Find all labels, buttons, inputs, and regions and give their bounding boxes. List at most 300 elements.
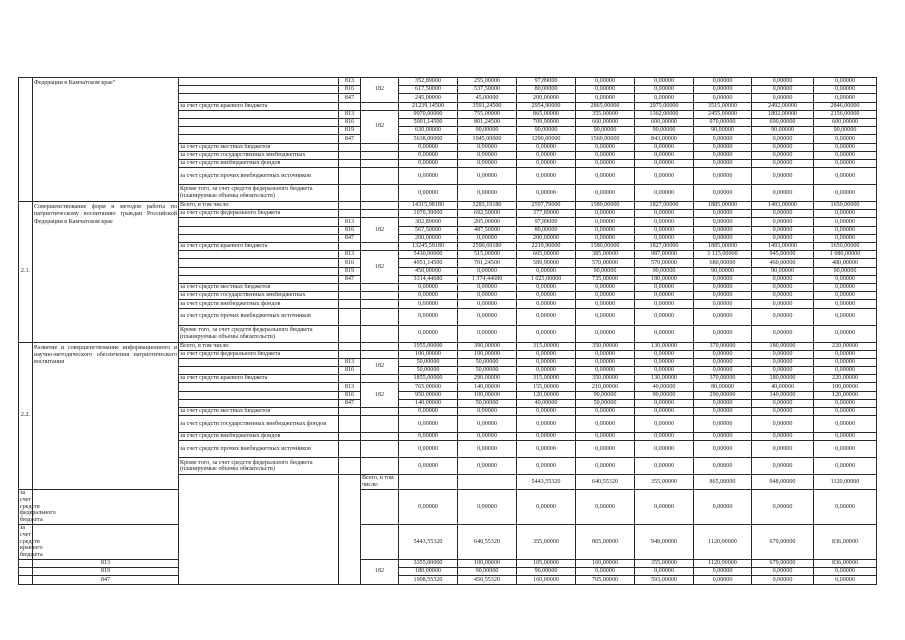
funding-source bbox=[179, 127, 339, 135]
amount-cell: 0,00000 bbox=[694, 350, 752, 358]
grbs-code: 819 bbox=[339, 267, 361, 275]
amount-cell: 0,00000 bbox=[635, 159, 694, 167]
funding-source bbox=[19, 576, 33, 584]
funding-source: за счет средств внебюджетных фондов bbox=[179, 300, 339, 308]
amount-cell: 0,00000 bbox=[814, 275, 877, 283]
amount-cell: 3314,44680 bbox=[399, 275, 458, 283]
amount-cell: 0,00000 bbox=[752, 218, 814, 226]
funding-source bbox=[179, 226, 339, 234]
amount-cell: 0,00000 bbox=[814, 94, 877, 102]
amount-cell: 1560,00000 bbox=[576, 135, 635, 143]
funding-source: за счет средств местных бюджетов bbox=[179, 283, 339, 291]
funding-source: Всего, в том числе: bbox=[361, 475, 399, 490]
amount-cell: 80,00000 bbox=[694, 383, 752, 391]
amount-cell: 90,00000 bbox=[576, 391, 635, 399]
table-row bbox=[19, 524, 877, 559]
amount-cell: 0,00000 bbox=[752, 168, 814, 185]
amount-cell: 0,00000 bbox=[814, 568, 877, 576]
amount-cell: 948,00000 bbox=[635, 524, 694, 559]
amount-cell: 2865,00000 bbox=[576, 102, 635, 110]
amount-cell: 355,00000 bbox=[517, 524, 576, 559]
amount-cell: 90,00000 bbox=[517, 127, 576, 135]
amount-cell: 0,00000 bbox=[458, 408, 517, 416]
amount-cell: 0,00000 bbox=[635, 283, 694, 291]
amount-cell: 0,00000 bbox=[576, 408, 635, 416]
amount-cell: 0,00000 bbox=[694, 159, 752, 167]
grbs-code: 813 bbox=[339, 218, 361, 226]
amount-cell: 1120,00000 bbox=[694, 559, 752, 567]
amount-cell: 0,00000 bbox=[576, 292, 635, 300]
amount-cell: 0,00000 bbox=[635, 399, 694, 407]
amount-cell: 350,00000 bbox=[576, 342, 635, 350]
amount-cell: 0,00000 bbox=[694, 218, 752, 226]
amount-cell: 2455,00000 bbox=[694, 110, 752, 118]
amount-cell: 0,00000 bbox=[458, 159, 517, 167]
amount-cell: 0,00000 bbox=[458, 185, 517, 202]
amount-cell: 355,00000 bbox=[635, 559, 694, 567]
amount-cell: 140,00000 bbox=[399, 399, 458, 407]
amount-cell: 0,00000 bbox=[752, 308, 814, 325]
funding-source: за счет средств местных бюджетов bbox=[179, 408, 339, 416]
funding-source: Кроме того, за счет средств федерального бюджета (планируемые объемы обязательств) bbox=[179, 458, 339, 475]
amount-cell: 0,00000 bbox=[399, 292, 458, 300]
funding-source bbox=[179, 218, 339, 226]
amount-cell: 0,00000 bbox=[694, 283, 752, 291]
funding-source: за счет средств федерального бюджета bbox=[179, 350, 339, 358]
amount-cell: 0,00000 bbox=[576, 458, 635, 475]
amount-cell: 0,00000 bbox=[814, 78, 877, 86]
funding-source bbox=[179, 110, 339, 118]
amount-cell: 0,00000 bbox=[576, 159, 635, 167]
section-code bbox=[361, 283, 399, 291]
amount-cell: 0,00000 bbox=[635, 350, 694, 358]
grbs-code bbox=[339, 185, 361, 202]
amount-cell: 0,00000 bbox=[517, 292, 576, 300]
amount-cell: 50,00000 bbox=[458, 367, 517, 375]
amount-cell: 0,00000 bbox=[458, 234, 517, 242]
amount-cell: 640,55320 bbox=[576, 475, 635, 490]
amount-cell: 2492,00000 bbox=[752, 102, 814, 110]
amount-cell: 0,00000 bbox=[752, 94, 814, 102]
section-code bbox=[458, 475, 517, 490]
amount-cell: 0,00000 bbox=[399, 308, 458, 325]
amount-cell: 13245,59180 bbox=[399, 243, 458, 251]
amount-cell: 0,00000 bbox=[694, 151, 752, 159]
funding-source bbox=[179, 259, 339, 267]
amount-cell: 0,00000 bbox=[458, 458, 517, 475]
funding-source bbox=[179, 383, 339, 391]
amount-cell: 120,00000 bbox=[517, 391, 576, 399]
amount-cell: 0,00000 bbox=[517, 358, 576, 366]
table-row bbox=[19, 202, 877, 210]
amount-cell: 970,00000 bbox=[694, 118, 752, 126]
amount-cell: 593,00000 bbox=[635, 576, 694, 584]
amount-cell: 0,00000 bbox=[752, 399, 814, 407]
amount-cell: 0,00000 bbox=[814, 283, 877, 291]
grbs-code: 813 bbox=[339, 358, 361, 366]
amount-cell: 705,00000 bbox=[576, 576, 635, 584]
amount-cell: 50,00000 bbox=[458, 399, 517, 407]
amount-cell: 0,00000 bbox=[517, 159, 576, 167]
amount-cell: 160,00000 bbox=[576, 559, 635, 567]
amount-cell: 90,00000 bbox=[752, 127, 814, 135]
amount-cell: 90,00000 bbox=[814, 267, 877, 275]
amount-cell: 0,00000 bbox=[635, 308, 694, 325]
section-code: 182 bbox=[361, 218, 399, 243]
section-code: 182 bbox=[361, 358, 399, 374]
amount-cell: 90,00000 bbox=[694, 127, 752, 135]
amount-cell: 100,00000 bbox=[814, 383, 877, 391]
amount-cell: 0,00000 bbox=[694, 416, 752, 433]
amount-cell: 0,00000 bbox=[814, 159, 877, 167]
amount-cell: 0,00000 bbox=[635, 168, 694, 185]
amount-cell: 0,00000 bbox=[635, 185, 694, 202]
funding-source bbox=[179, 391, 339, 399]
funding-source: за счет средств местных бюджетов bbox=[179, 143, 339, 151]
funding-source bbox=[179, 399, 339, 407]
amount-cell: 0,00000 bbox=[576, 94, 635, 102]
table-row bbox=[19, 568, 877, 576]
amount-cell: 600,00000 bbox=[814, 118, 877, 126]
section-code bbox=[361, 408, 399, 416]
amount-cell: 45,00000 bbox=[458, 94, 517, 102]
grbs-code bbox=[339, 210, 361, 218]
section-code bbox=[361, 441, 399, 458]
amount-cell: 0,00000 bbox=[694, 86, 752, 94]
amount-cell: 987,00000 bbox=[635, 251, 694, 259]
amount-cell: 0,00000 bbox=[517, 151, 576, 159]
amount-cell: 0,00000 bbox=[635, 86, 694, 94]
funding-source bbox=[179, 267, 339, 275]
funding-source: за счет средств прочих внебюджетных источников bbox=[179, 441, 339, 458]
amount-cell: 0,00000 bbox=[399, 159, 458, 167]
grbs-code: 819 bbox=[339, 127, 361, 135]
grbs-code: 816 bbox=[339, 118, 361, 126]
amount-cell: 90,00000 bbox=[458, 127, 517, 135]
funding-source bbox=[179, 275, 339, 283]
amount-cell: 80,00000 bbox=[517, 86, 576, 94]
amount-cell: 160,00000 bbox=[517, 576, 576, 584]
amount-cell: 2590,69180 bbox=[458, 243, 517, 251]
section-code: 182 bbox=[361, 78, 399, 103]
amount-cell: 3355,00000 bbox=[399, 559, 458, 567]
amount-cell: 220,00000 bbox=[814, 375, 877, 383]
amount-cell: 0,00000 bbox=[814, 210, 877, 218]
amount-cell: 0,00000 bbox=[517, 416, 576, 433]
amount-cell: 2846,00000 bbox=[814, 102, 877, 110]
amount-cell: 0,00000 bbox=[399, 168, 458, 185]
funding-source: Всего, в том числе: bbox=[179, 202, 339, 210]
section-code bbox=[361, 185, 399, 202]
amount-cell: 5443,55320 bbox=[517, 475, 576, 490]
grbs-code: 813 bbox=[339, 78, 361, 86]
amount-cell: 80,00000 bbox=[517, 226, 576, 234]
funding-source: за счет средств государственных внебюджетных bbox=[179, 151, 339, 159]
amount-cell: 140,00000 bbox=[752, 391, 814, 399]
amount-cell: 0,00000 bbox=[517, 300, 576, 308]
amount-cell: 4051,14500 bbox=[399, 259, 458, 267]
amount-cell: 0,00000 bbox=[635, 433, 694, 441]
amount-cell: 0,00000 bbox=[694, 78, 752, 86]
amount-cell: 843,00000 bbox=[635, 135, 694, 143]
amount-cell: 0,00000 bbox=[694, 441, 752, 458]
amount-cell: 690,00000 bbox=[752, 118, 814, 126]
amount-cell: 0,00000 bbox=[635, 367, 694, 375]
amount-cell: 9970,00000 bbox=[399, 110, 458, 118]
amount-cell: 0,00000 bbox=[576, 350, 635, 358]
amount-cell: 735,00000 bbox=[576, 275, 635, 283]
section-code bbox=[361, 325, 399, 342]
amount-cell: 0,00000 bbox=[517, 143, 576, 151]
grbs-code: 847 bbox=[339, 234, 361, 242]
amount-cell: 0,00000 bbox=[694, 308, 752, 325]
section-code bbox=[361, 202, 399, 210]
grbs-code bbox=[339, 283, 361, 291]
amount-cell: 0,00000 bbox=[814, 325, 877, 342]
amount-cell: 0,00000 bbox=[752, 283, 814, 291]
amount-cell: 865,00000 bbox=[576, 524, 635, 559]
amount-cell: 836,00000 bbox=[814, 524, 877, 559]
amount-cell: 0,00000 bbox=[752, 292, 814, 300]
amount-cell: 90,00000 bbox=[458, 568, 517, 576]
amount-cell: 1955,00000 bbox=[399, 342, 458, 350]
amount-cell: 50,00000 bbox=[399, 358, 458, 366]
amount-cell: 1650,00000 bbox=[814, 202, 877, 210]
amount-cell: 0,00000 bbox=[752, 576, 814, 584]
amount-cell: 0,00000 bbox=[458, 143, 517, 151]
amount-cell: 0,00000 bbox=[814, 226, 877, 234]
table-row bbox=[19, 576, 877, 584]
grbs-code: 813 bbox=[33, 559, 179, 567]
section-code bbox=[361, 300, 399, 308]
amount-cell: 90,00000 bbox=[576, 127, 635, 135]
amount-cell: 0,00000 bbox=[694, 433, 752, 441]
grbs-code bbox=[33, 524, 179, 559]
amount-cell: 0,00000 bbox=[694, 358, 752, 366]
amount-cell: 0,00000 bbox=[399, 325, 458, 342]
amount-cell: 0,00000 bbox=[752, 433, 814, 441]
amount-cell: 0,00000 bbox=[814, 151, 877, 159]
amount-cell: 90,00000 bbox=[576, 267, 635, 275]
funding-source: за счет средств краевого бюджета bbox=[179, 243, 339, 251]
amount-cell: 0,00000 bbox=[752, 489, 814, 524]
amount-cell: 0,00000 bbox=[635, 78, 694, 86]
amount-cell: 180,00000 bbox=[399, 568, 458, 576]
amount-cell: 0,00000 bbox=[635, 210, 694, 218]
amount-cell: 679,00000 bbox=[752, 524, 814, 559]
amount-cell: 0,00000 bbox=[576, 185, 635, 202]
amount-cell: 3515,00000 bbox=[694, 102, 752, 110]
amount-cell: 0,00000 bbox=[517, 283, 576, 291]
amount-cell: 0,00000 bbox=[399, 441, 458, 458]
amount-cell: 355,00000 bbox=[635, 475, 694, 490]
funding-source bbox=[179, 118, 339, 126]
amount-cell: 0,00000 bbox=[517, 267, 576, 275]
amount-cell: 180,00000 bbox=[752, 375, 814, 383]
grbs-code: 847 bbox=[339, 399, 361, 407]
amount-cell: 1908,55320 bbox=[399, 576, 458, 584]
amount-cell: 0,00000 bbox=[814, 367, 877, 375]
amount-cell: 0,00000 bbox=[517, 408, 576, 416]
amount-cell: 0,00000 bbox=[458, 283, 517, 291]
amount-cell: 0,00000 bbox=[694, 367, 752, 375]
amount-cell: 100,00000 bbox=[458, 559, 517, 567]
amount-cell: 0,00000 bbox=[458, 308, 517, 325]
section-code bbox=[361, 102, 399, 110]
amount-cell: 0,00000 bbox=[576, 78, 635, 86]
amount-cell: 0,00000 bbox=[694, 185, 752, 202]
grbs-code bbox=[339, 408, 361, 416]
amount-cell: 90,00000 bbox=[517, 568, 576, 576]
amount-cell: 302,89000 bbox=[399, 218, 458, 226]
amount-cell: 0,00000 bbox=[576, 210, 635, 218]
amount-cell: 100,00000 bbox=[458, 391, 517, 399]
amount-cell: 2954,90000 bbox=[517, 102, 576, 110]
funding-source bbox=[179, 86, 339, 94]
amount-cell: 0,00000 bbox=[752, 226, 814, 234]
activity-description: Федерации в Камчатском крае" bbox=[33, 78, 179, 202]
amount-cell: 0,00000 bbox=[576, 367, 635, 375]
amount-cell: 487,50000 bbox=[458, 226, 517, 234]
amount-cell: 0,00000 bbox=[635, 568, 694, 576]
amount-cell: 130,00000 bbox=[635, 342, 694, 350]
amount-cell: 290,00000 bbox=[458, 375, 517, 383]
section-code bbox=[361, 416, 399, 433]
amount-cell: 90,00000 bbox=[814, 127, 877, 135]
amount-cell: 1827,00000 bbox=[635, 243, 694, 251]
amount-cell: 140,00000 bbox=[458, 383, 517, 391]
section-code bbox=[361, 375, 399, 383]
amount-cell: 0,00000 bbox=[814, 489, 877, 524]
section-code bbox=[361, 151, 399, 159]
amount-cell: 460,00000 bbox=[752, 259, 814, 267]
funding-source bbox=[19, 568, 33, 576]
amount-cell: 755,00000 bbox=[458, 110, 517, 118]
amount-cell: 1650,00000 bbox=[814, 243, 877, 251]
amount-cell: 0,00000 bbox=[814, 358, 877, 366]
funding-source: за счет средств краевого бюджета bbox=[20, 524, 43, 559]
amount-cell: 570,00000 bbox=[635, 259, 694, 267]
amount-cell: 205,00000 bbox=[458, 218, 517, 226]
row-index bbox=[179, 475, 339, 584]
amount-cell: 0,00000 bbox=[517, 489, 576, 524]
amount-cell: 1 374,44680 bbox=[458, 275, 517, 283]
amount-cell: 570,00000 bbox=[576, 259, 635, 267]
amount-cell: 0,00000 bbox=[752, 275, 814, 283]
amount-cell: 0,00000 bbox=[517, 433, 576, 441]
amount-cell: 0,00000 bbox=[635, 325, 694, 342]
grbs-code: 847 bbox=[339, 94, 361, 102]
amount-cell: 0,00000 bbox=[694, 143, 752, 151]
amount-cell: 0,00000 bbox=[576, 300, 635, 308]
section-code bbox=[361, 159, 399, 167]
funding-source: за счет средств федерального бюджета bbox=[179, 210, 339, 218]
funding-source bbox=[19, 559, 33, 567]
amount-cell: 0,00000 bbox=[752, 78, 814, 86]
amount-cell: 200,00000 bbox=[517, 94, 576, 102]
amount-cell: 0,00000 bbox=[635, 226, 694, 234]
amount-cell: 0,00000 bbox=[694, 210, 752, 218]
amount-cell: 0,00000 bbox=[814, 292, 877, 300]
amount-cell: 0,00000 bbox=[814, 300, 877, 308]
amount-cell: 0,00000 bbox=[576, 168, 635, 185]
amount-cell: 0,00000 bbox=[635, 489, 694, 524]
amount-cell: 0,00000 bbox=[752, 86, 814, 94]
grbs-code: 813 bbox=[339, 110, 361, 118]
amount-cell: 1855,00000 bbox=[399, 375, 458, 383]
amount-cell: 0,00000 bbox=[576, 489, 635, 524]
amount-cell: 0,00000 bbox=[752, 568, 814, 576]
row-index bbox=[19, 78, 33, 202]
amount-cell: 0,00000 bbox=[694, 234, 752, 242]
amount-cell: 1885,00000 bbox=[694, 243, 752, 251]
grbs-code: 816 bbox=[339, 391, 361, 399]
amount-cell: 210,00000 bbox=[576, 383, 635, 391]
grbs-code bbox=[339, 151, 361, 159]
amount-cell: 0,00000 bbox=[635, 292, 694, 300]
amount-cell: 1493,00000 bbox=[752, 202, 814, 210]
funding-source: за счет средств внебюджетных фондов bbox=[179, 159, 339, 167]
funding-source bbox=[179, 251, 339, 259]
amount-cell: 0,00000 bbox=[814, 408, 877, 416]
amount-cell: 0,00000 bbox=[752, 300, 814, 308]
funding-source bbox=[179, 135, 339, 143]
amount-cell: 0,00000 bbox=[752, 185, 814, 202]
budget-table bbox=[18, 77, 877, 585]
amount-cell: 0,00000 bbox=[458, 489, 517, 524]
amount-cell: 0,00000 bbox=[752, 210, 814, 218]
amount-cell: 370,00000 bbox=[694, 375, 752, 383]
amount-cell: 0,00000 bbox=[635, 358, 694, 366]
amount-cell: 0,00000 bbox=[576, 86, 635, 94]
amount-cell: 40,00000 bbox=[752, 383, 814, 391]
amount-cell: 0,00000 bbox=[576, 325, 635, 342]
amount-cell: 0,00000 bbox=[458, 325, 517, 342]
amount-cell: 0,00000 bbox=[399, 433, 458, 441]
section-code bbox=[361, 308, 399, 325]
section-code bbox=[361, 292, 399, 300]
amount-cell: 2975,00000 bbox=[635, 102, 694, 110]
amount-cell: 0,00000 bbox=[576, 568, 635, 576]
amount-cell: 315,00000 bbox=[517, 375, 576, 383]
amount-cell: 0,00000 bbox=[517, 367, 576, 375]
amount-cell: 0,00000 bbox=[399, 489, 458, 524]
amount-cell: 90,00000 bbox=[635, 127, 694, 135]
amount-cell: 701,24500 bbox=[458, 259, 517, 267]
amount-cell: 1827,00000 bbox=[635, 202, 694, 210]
amount-cell: 2156,00000 bbox=[814, 110, 877, 118]
amount-cell: 0,00000 bbox=[635, 408, 694, 416]
amount-cell: 0,00000 bbox=[635, 234, 694, 242]
amount-cell: 0,00000 bbox=[752, 367, 814, 375]
amount-cell: 0,00000 bbox=[635, 151, 694, 159]
amount-cell: 948,00000 bbox=[752, 475, 814, 490]
amount-cell: 950,00000 bbox=[399, 391, 458, 399]
amount-cell: 1493,00000 bbox=[752, 243, 814, 251]
grbs-code bbox=[339, 375, 361, 383]
grbs-code: 816 bbox=[339, 86, 361, 94]
grbs-code bbox=[339, 202, 361, 210]
amount-cell: 567,50000 bbox=[399, 226, 458, 234]
amount-cell: 90,00000 bbox=[694, 267, 752, 275]
amount-cell: 0,00000 bbox=[458, 433, 517, 441]
section-code bbox=[361, 168, 399, 185]
funding-source: за счет средств прочих внебюджетных источников bbox=[179, 168, 339, 185]
amount-cell: 315,00000 bbox=[517, 342, 576, 350]
section-code bbox=[361, 458, 399, 475]
amount-cell: 352,89000 bbox=[399, 78, 458, 86]
amount-cell: 1070,39000 bbox=[399, 210, 458, 218]
